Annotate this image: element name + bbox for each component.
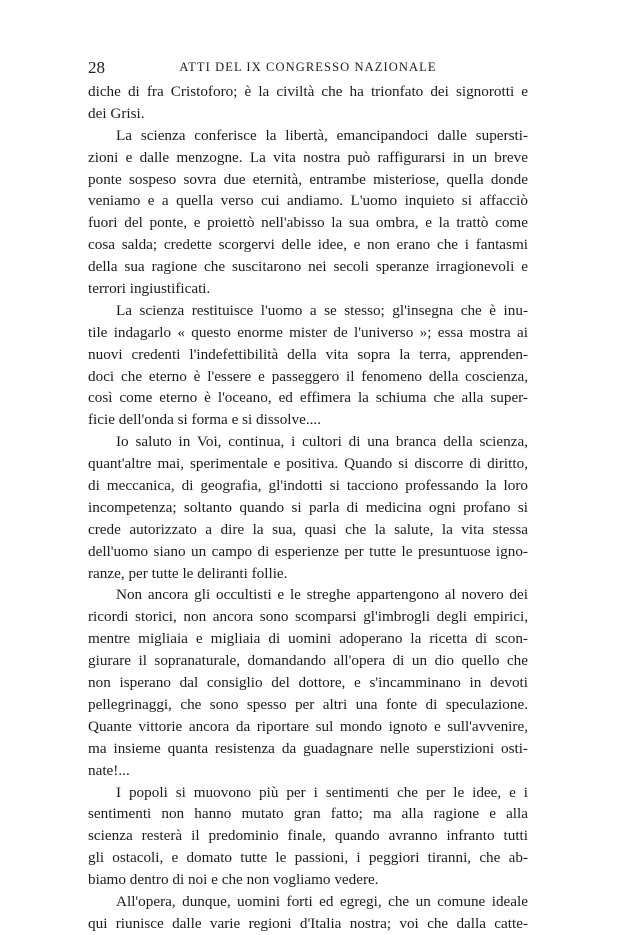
text-line: incompetenza; soltanto quando si parla di medicina ogni profano si (88, 498, 528, 516)
text-line: I popoli si muovono più per i sentimenti che per le idee, e i (116, 783, 528, 801)
text-line: La scienza conferisce la libertà, emancipandoci dalle supersti- (116, 126, 528, 144)
running-head: ATTI DEL IX CONGRESSO NAZIONALE (179, 60, 437, 74)
text-line: dei Grisi. (88, 104, 145, 122)
text-line: All'opera, dunque, uomini forti ed egregi, che un comune ideale (116, 892, 528, 910)
text-line: di meccanica, di geografia, gl'indotti si tacciono professando la loro (88, 477, 528, 495)
text-line: quant'altre mai, sperimentale e positiva. Quando si discorre di diritto, (88, 455, 528, 473)
text-line: ficie dell'onda si forma e si dissolve.... (88, 411, 322, 429)
text-line: gli ostacoli, e domato tutte le passioni, i peggiori tiranni, che ab- (88, 849, 528, 867)
text-line: Quante vittorie ancora da riportare sul mondo ignoto e sull'avvenire, (88, 717, 528, 735)
text-line: ricordi storici, non ancora sono scomparsi gl'imbrogli degli empirici, (88, 608, 528, 626)
text-line: qui riunisce dalle varie regioni d'Italia nostra; voi che dalla catte- (88, 914, 528, 932)
text-line: non isperano dal consiglio del dottore, e s'incamminano in devoti (88, 674, 528, 692)
text-line: La scienza restituisce l'uomo a se stesso; gl'insegna che è inu- (116, 301, 528, 319)
text-line: scienza resterà il predominio finale, quando avranno infranto tutti (88, 827, 528, 845)
text-line: sentimenti non hanno mutato gran fatto; ma alla ragione e alla (88, 805, 528, 823)
text-line: fuori del ponte, e proiettò nell'abisso la sua ombra, e la trattò come (88, 214, 528, 232)
text-line: così come eterno è l'oceano, ed effimera la schiuma che alla super- (88, 389, 528, 407)
text-line: ma insieme quanta resistenza da guadagnare nelle superstizioni osti- (88, 739, 528, 757)
text-line: Non ancora gli occultisti e le streghe appartengono al novero dei (116, 586, 528, 604)
text-line: crede autorizzato a dire la sua, quasi che la salute, la vita stessa (88, 520, 528, 538)
text-line: giurare il sopranaturale, domandando all'opera di un dio quello che (88, 652, 528, 670)
text-line: pellegrinaggi, che sono spesso per altri una fonte di speculazione. (88, 695, 528, 713)
text-line: nate!... (88, 761, 130, 779)
text-line: ranze, per tutte le deliranti follie. (88, 564, 288, 582)
text-line: veniamo e a quella verso cui andiamo. L'uomo inquieto si affacciò (88, 192, 528, 210)
text-line: diche di fra Cristoforo; è la civiltà che ha trionfato dei signorotti e (88, 83, 528, 100)
body-text (88, 81, 528, 935)
page-header (88, 58, 528, 80)
text-line: dell'uomo siano un campo di esperienze per tutte le presuntuose igno- (88, 542, 528, 560)
text-line: zioni e dalle menzogne. La vita nostra può raffigurarsi in un breve (88, 148, 528, 166)
text-line: tile indagarlo « questo enorme mister de l'universo »; essa mostra ai (88, 323, 528, 341)
text-line: doci che eterno è l'essere e passeggero il fenomeno della coscienza, (88, 367, 528, 385)
text-line: cosa salda; credette scorgervi delle idee, e non erano che i fantasmi (88, 236, 528, 254)
text-line: nuovi credenti l'indefettibilità della vita sopra la terra, apprenden- (88, 345, 528, 363)
text-line: ponte sospeso sovra due eternità, entrambe misteriose, quella donde (88, 170, 528, 188)
text-line: biamo dentro di noi e che non vogliamo vedere. (88, 871, 379, 889)
text-line: mentre migliaia e migliaia di uomini adoperano la ricetta di scon- (88, 630, 528, 648)
page-number: 28 (88, 58, 105, 77)
text-line: Io saluto in Voi, continua, i cultori di una branca della scienza, (116, 433, 528, 451)
text-line: terrori ingiustificati. (88, 280, 211, 298)
text-line: della sua ragione che suscitarono nei secoli speranze irragionevoli e (88, 258, 528, 276)
